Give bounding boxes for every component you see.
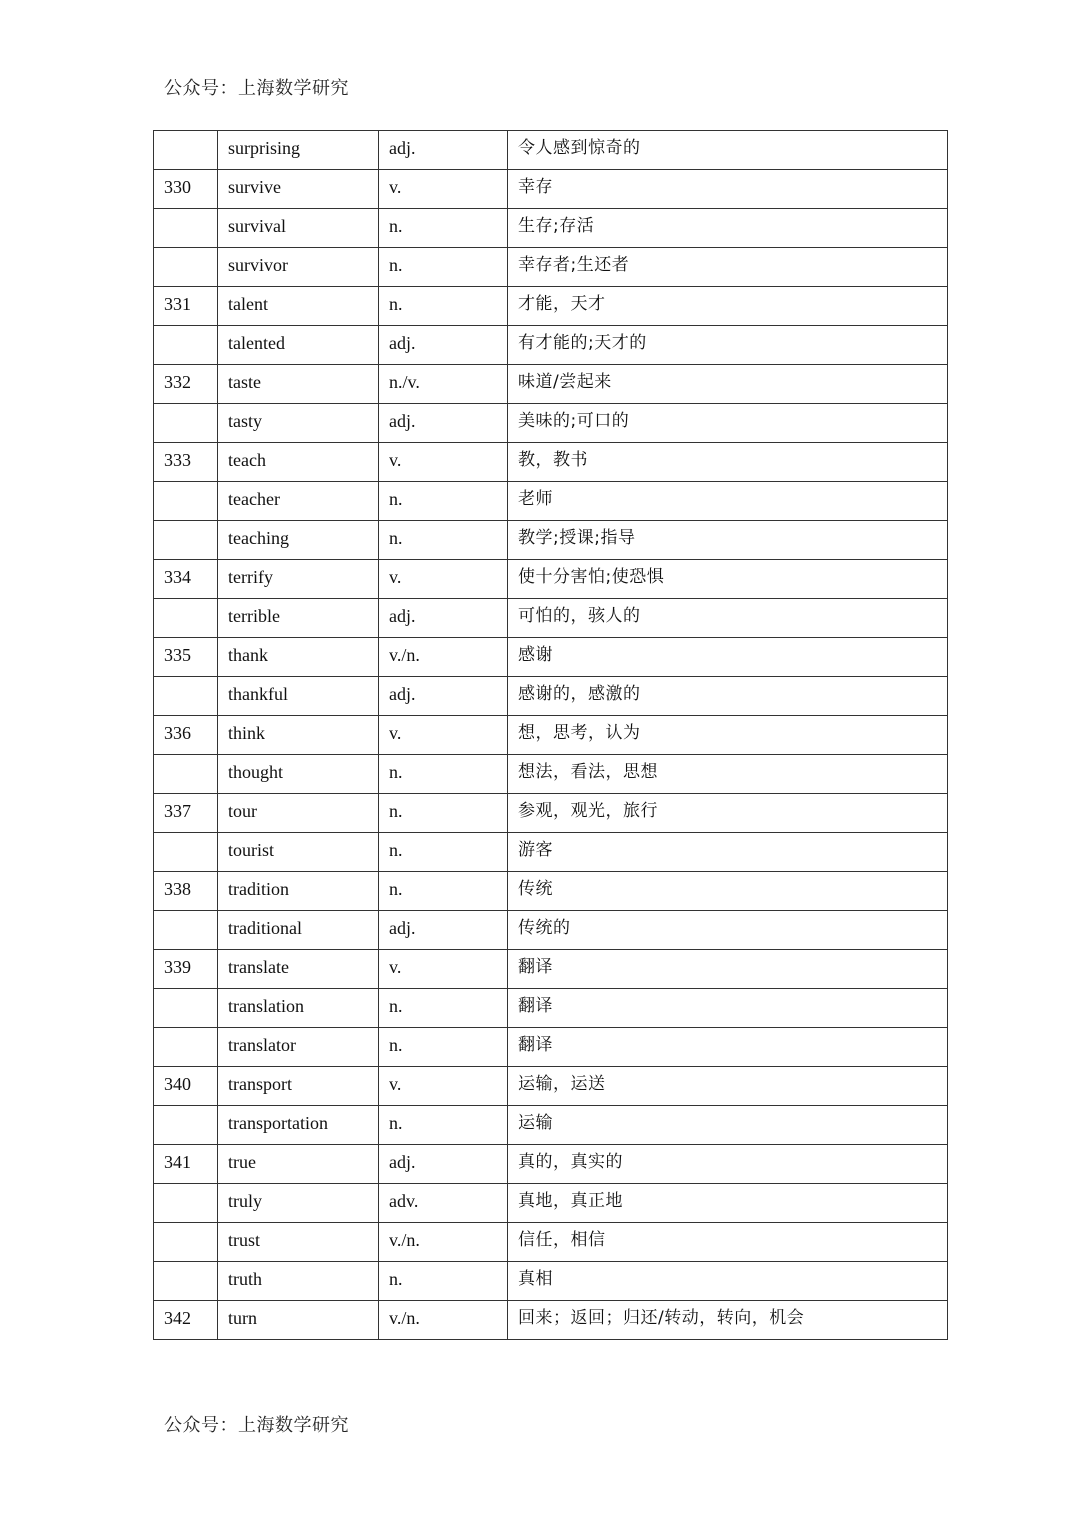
part-of-speech-cell: adv. (379, 1184, 508, 1223)
meaning-cell: 令人感到惊奇的 (508, 131, 948, 170)
entry-number-cell: 330 (154, 170, 218, 209)
meaning-cell: 参观，观光，旅行 (508, 794, 948, 833)
word-cell: teacher (218, 482, 379, 521)
table-row (154, 1184, 948, 1223)
word-cell: translation (218, 989, 379, 1028)
meaning-cell: 味道/尝起来 (508, 365, 948, 404)
entry-number-cell: 335 (154, 638, 218, 677)
entry-number-cell (154, 1028, 218, 1067)
part-of-speech-cell: n. (379, 755, 508, 794)
entry-number-cell (154, 755, 218, 794)
word-cell: teach (218, 443, 379, 482)
word-cell: transportation (218, 1106, 379, 1145)
word-cell: survival (218, 209, 379, 248)
meaning-cell: 真的，真实的 (508, 1145, 948, 1184)
meaning-cell: 翻译 (508, 1028, 948, 1067)
meaning-cell: 想，思考，认为 (508, 716, 948, 755)
word-cell: translator (218, 1028, 379, 1067)
entry-number-cell (154, 1223, 218, 1262)
meaning-cell: 运输 (508, 1106, 948, 1145)
word-cell: turn (218, 1301, 379, 1340)
page-footer: 公众号：上海数学研究 (164, 1415, 349, 1436)
meaning-cell: 信任，相信 (508, 1223, 948, 1262)
table-row (154, 677, 948, 716)
table-row (154, 989, 948, 1028)
entry-number-cell: 340 (154, 1067, 218, 1106)
entry-number-cell (154, 209, 218, 248)
entry-number-cell: 337 (154, 794, 218, 833)
part-of-speech-cell: n. (379, 794, 508, 833)
part-of-speech-cell: adj. (379, 404, 508, 443)
part-of-speech-cell: v. (379, 716, 508, 755)
word-cell: survivor (218, 248, 379, 287)
table-row (154, 638, 948, 677)
entry-number-cell: 341 (154, 1145, 218, 1184)
table-row (154, 872, 948, 911)
table-row (154, 599, 948, 638)
table-row (154, 833, 948, 872)
table-row (154, 794, 948, 833)
table-row (154, 1262, 948, 1301)
table-row (154, 287, 948, 326)
entry-number-cell: 333 (154, 443, 218, 482)
part-of-speech-cell: v./n. (379, 638, 508, 677)
meaning-cell: 幸存 (508, 170, 948, 209)
page-header: 公众号：上海数学研究 (164, 78, 349, 99)
meaning-cell: 想法，看法，思想 (508, 755, 948, 794)
entry-number-cell (154, 833, 218, 872)
word-cell: thankful (218, 677, 379, 716)
meaning-cell: 翻译 (508, 989, 948, 1028)
part-of-speech-cell: adj. (379, 131, 508, 170)
part-of-speech-cell: adj. (379, 326, 508, 365)
meaning-cell: 翻译 (508, 950, 948, 989)
vocabulary-table-body (154, 131, 948, 1340)
part-of-speech-cell: n. (379, 1106, 508, 1145)
word-cell: surprising (218, 131, 379, 170)
table-row (154, 404, 948, 443)
entry-number-cell (154, 911, 218, 950)
part-of-speech-cell: v. (379, 560, 508, 599)
part-of-speech-cell: n. (379, 287, 508, 326)
meaning-cell: 真地，真正地 (508, 1184, 948, 1223)
meaning-cell: 老师 (508, 482, 948, 521)
word-cell: survive (218, 170, 379, 209)
meaning-cell: 使十分害怕;使恐惧 (508, 560, 948, 599)
part-of-speech-cell: adj. (379, 911, 508, 950)
word-cell: truth (218, 1262, 379, 1301)
part-of-speech-cell: v./n. (379, 1301, 508, 1340)
word-cell: tasty (218, 404, 379, 443)
word-cell: transport (218, 1067, 379, 1106)
meaning-cell: 传统 (508, 872, 948, 911)
part-of-speech-cell: n. (379, 989, 508, 1028)
meaning-cell: 感谢 (508, 638, 948, 677)
part-of-speech-cell: v. (379, 443, 508, 482)
word-cell: terrible (218, 599, 379, 638)
table-row (154, 443, 948, 482)
entry-number-cell: 336 (154, 716, 218, 755)
entry-number-cell (154, 521, 218, 560)
entry-number-cell: 331 (154, 287, 218, 326)
word-cell: tourist (218, 833, 379, 872)
meaning-cell: 运输，运送 (508, 1067, 948, 1106)
entry-number-cell (154, 1106, 218, 1145)
entry-number-cell (154, 1262, 218, 1301)
vocabulary-table (153, 130, 948, 1340)
meaning-cell: 传统的 (508, 911, 948, 950)
table-row (154, 1145, 948, 1184)
meaning-cell: 生存;存活 (508, 209, 948, 248)
entry-number-cell (154, 404, 218, 443)
table-row (154, 482, 948, 521)
entry-number-cell: 339 (154, 950, 218, 989)
entry-number-cell (154, 677, 218, 716)
entry-number-cell (154, 248, 218, 287)
entry-number-cell: 332 (154, 365, 218, 404)
word-cell: teaching (218, 521, 379, 560)
word-cell: tradition (218, 872, 379, 911)
table-row (154, 950, 948, 989)
word-cell: taste (218, 365, 379, 404)
word-cell: terrify (218, 560, 379, 599)
meaning-cell: 可怕的，骇人的 (508, 599, 948, 638)
part-of-speech-cell: adj. (379, 677, 508, 716)
part-of-speech-cell: n. (379, 209, 508, 248)
table-row (154, 326, 948, 365)
part-of-speech-cell: n. (379, 248, 508, 287)
meaning-cell: 教学;授课;指导 (508, 521, 948, 560)
part-of-speech-cell: n. (379, 1262, 508, 1301)
table-row (154, 170, 948, 209)
word-cell: true (218, 1145, 379, 1184)
table-row (154, 131, 948, 170)
meaning-cell: 教，教书 (508, 443, 948, 482)
meaning-cell: 游客 (508, 833, 948, 872)
meaning-cell: 幸存者;生还者 (508, 248, 948, 287)
word-cell: thought (218, 755, 379, 794)
table-row (154, 248, 948, 287)
entry-number-cell (154, 482, 218, 521)
meaning-cell: 回来；返回；归还/转动，转向，机会 (508, 1301, 948, 1340)
word-cell: thank (218, 638, 379, 677)
meaning-cell: 有才能的;天才的 (508, 326, 948, 365)
part-of-speech-cell: adj. (379, 1145, 508, 1184)
meaning-cell: 感谢的，感激的 (508, 677, 948, 716)
table-row (154, 521, 948, 560)
word-cell: think (218, 716, 379, 755)
table-row (154, 716, 948, 755)
part-of-speech-cell: n. (379, 1028, 508, 1067)
part-of-speech-cell: n. (379, 521, 508, 560)
part-of-speech-cell: n./v. (379, 365, 508, 404)
part-of-speech-cell: n. (379, 482, 508, 521)
table-row (154, 1028, 948, 1067)
word-cell: translate (218, 950, 379, 989)
part-of-speech-cell: v./n. (379, 1223, 508, 1262)
table-row (154, 365, 948, 404)
entry-number-cell (154, 599, 218, 638)
part-of-speech-cell: v. (379, 170, 508, 209)
part-of-speech-cell: adj. (379, 599, 508, 638)
meaning-cell: 真相 (508, 1262, 948, 1301)
table-row (154, 209, 948, 248)
part-of-speech-cell: n. (379, 872, 508, 911)
entry-number-cell (154, 131, 218, 170)
table-row (154, 911, 948, 950)
word-cell: traditional (218, 911, 379, 950)
entry-number-cell (154, 326, 218, 365)
word-cell: trust (218, 1223, 379, 1262)
word-cell: talent (218, 287, 379, 326)
part-of-speech-cell: v. (379, 1067, 508, 1106)
table-row (154, 1106, 948, 1145)
word-cell: truly (218, 1184, 379, 1223)
meaning-cell: 才能，天才 (508, 287, 948, 326)
table-row (154, 1067, 948, 1106)
entry-number-cell: 342 (154, 1301, 218, 1340)
table-row (154, 560, 948, 599)
part-of-speech-cell: n. (379, 833, 508, 872)
entry-number-cell: 338 (154, 872, 218, 911)
part-of-speech-cell: v. (379, 950, 508, 989)
table-row (154, 755, 948, 794)
entry-number-cell (154, 1184, 218, 1223)
entry-number-cell (154, 989, 218, 1028)
meaning-cell: 美味的;可口的 (508, 404, 948, 443)
table-row (154, 1223, 948, 1262)
word-cell: tour (218, 794, 379, 833)
entry-number-cell: 334 (154, 560, 218, 599)
word-cell: talented (218, 326, 379, 365)
table-row (154, 1301, 948, 1340)
